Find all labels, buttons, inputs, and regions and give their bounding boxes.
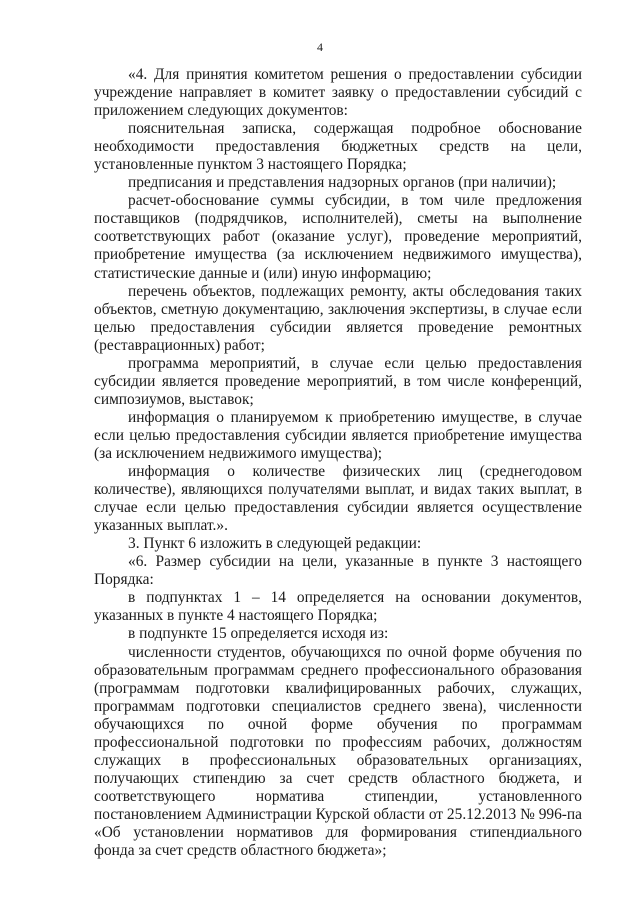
page-number: 4 — [317, 40, 323, 54]
paragraph-subitems-1-14: в подпунктах 1 – 14 определяется на основании документов, указанных в пункте 4 настоящего Порядка; — [94, 589, 582, 625]
paragraph-prescriptions: предписания и представления надзорных органов (при наличии); — [128, 174, 557, 192]
paragraph-student-numbers: численности студентов, обучающихся по очной форме обучения по образовательным программам среднего профессионального образования (программам подготовки квалифицированных рабочих, служащих, программам подготовки специалистов среднего звена), численности обучающихся по очной форме обучения по программам профессиональной подготовки по профессиям рабочих, должностям служащих в профессиональных образовательных организациях, получающих стипендию за счет средств областного бюджета, и соответствующего норматива стипендии, установленного постановлением Администрации Курской области от 25.12.2013 № 996-па «Об установлении нормативов для формирования стипендиального фонда за счет средств областного бюджета»; — [94, 643, 582, 860]
document-body — [94, 66, 582, 860]
paragraph-explanatory-note: пояснительная записка, содержащая подробное обоснование необходимости предоставления бюджетных средств на цели, установленные пунктом 3 настоящего Порядка; — [94, 120, 582, 174]
paragraph-payments-info: информация о количестве физических лиц (среднегодовом количестве), являющихся получателями выплат, и видах таких выплат, в случае если целью предоставления субсидии является осуществление указанных выплат.». — [94, 463, 582, 535]
paragraph-subitem-15: в подпункте 15 определяется исходя из: — [128, 625, 389, 643]
paragraph-item-4: «4. Для принятия комитетом решения о предоставлении субсидии учреждение направляет в комитет заявку о предоставлении субсидий с приложением следующих документов: — [94, 66, 582, 120]
paragraph-item-6: «6. Размер субсидии на цели, указанные в пункте 3 настоящего Порядка: — [94, 553, 582, 589]
paragraph-clause-3: 3. Пункт 6 изложить в следующей редакции: — [128, 535, 422, 553]
paragraph-property-info: информация о планируемом к приобретению имуществе, в случае если целью предоставления субсидии является приобретение имущества (за исключением недвижимого имущества); — [94, 408, 582, 462]
paragraph-calculation: расчет-обоснование суммы субсидии, в том чиле предложения поставщиков (подрядчиков, исполнителей), сметы на выполнение соответствующих работ (оказание услуг), проведение мероприятий, приобретение имущества (за исключением недвижимого имущества), статистические данные и (или) иную информацию; — [94, 192, 582, 282]
paragraph-repair-objects: перечень объектов, подлежащих ремонту, акты обследования таких объектов, сметную документацию, заключения экспертизы, в случае если целью предоставления субсидии является проведение ремонтных (реставрационных) работ; — [94, 282, 582, 354]
paragraph-events-program: программа мероприятий, в случае если целью предоставления субсидии является проведение мероприятий, в том числе конференций, симпозиумов, выставок; — [94, 354, 582, 408]
